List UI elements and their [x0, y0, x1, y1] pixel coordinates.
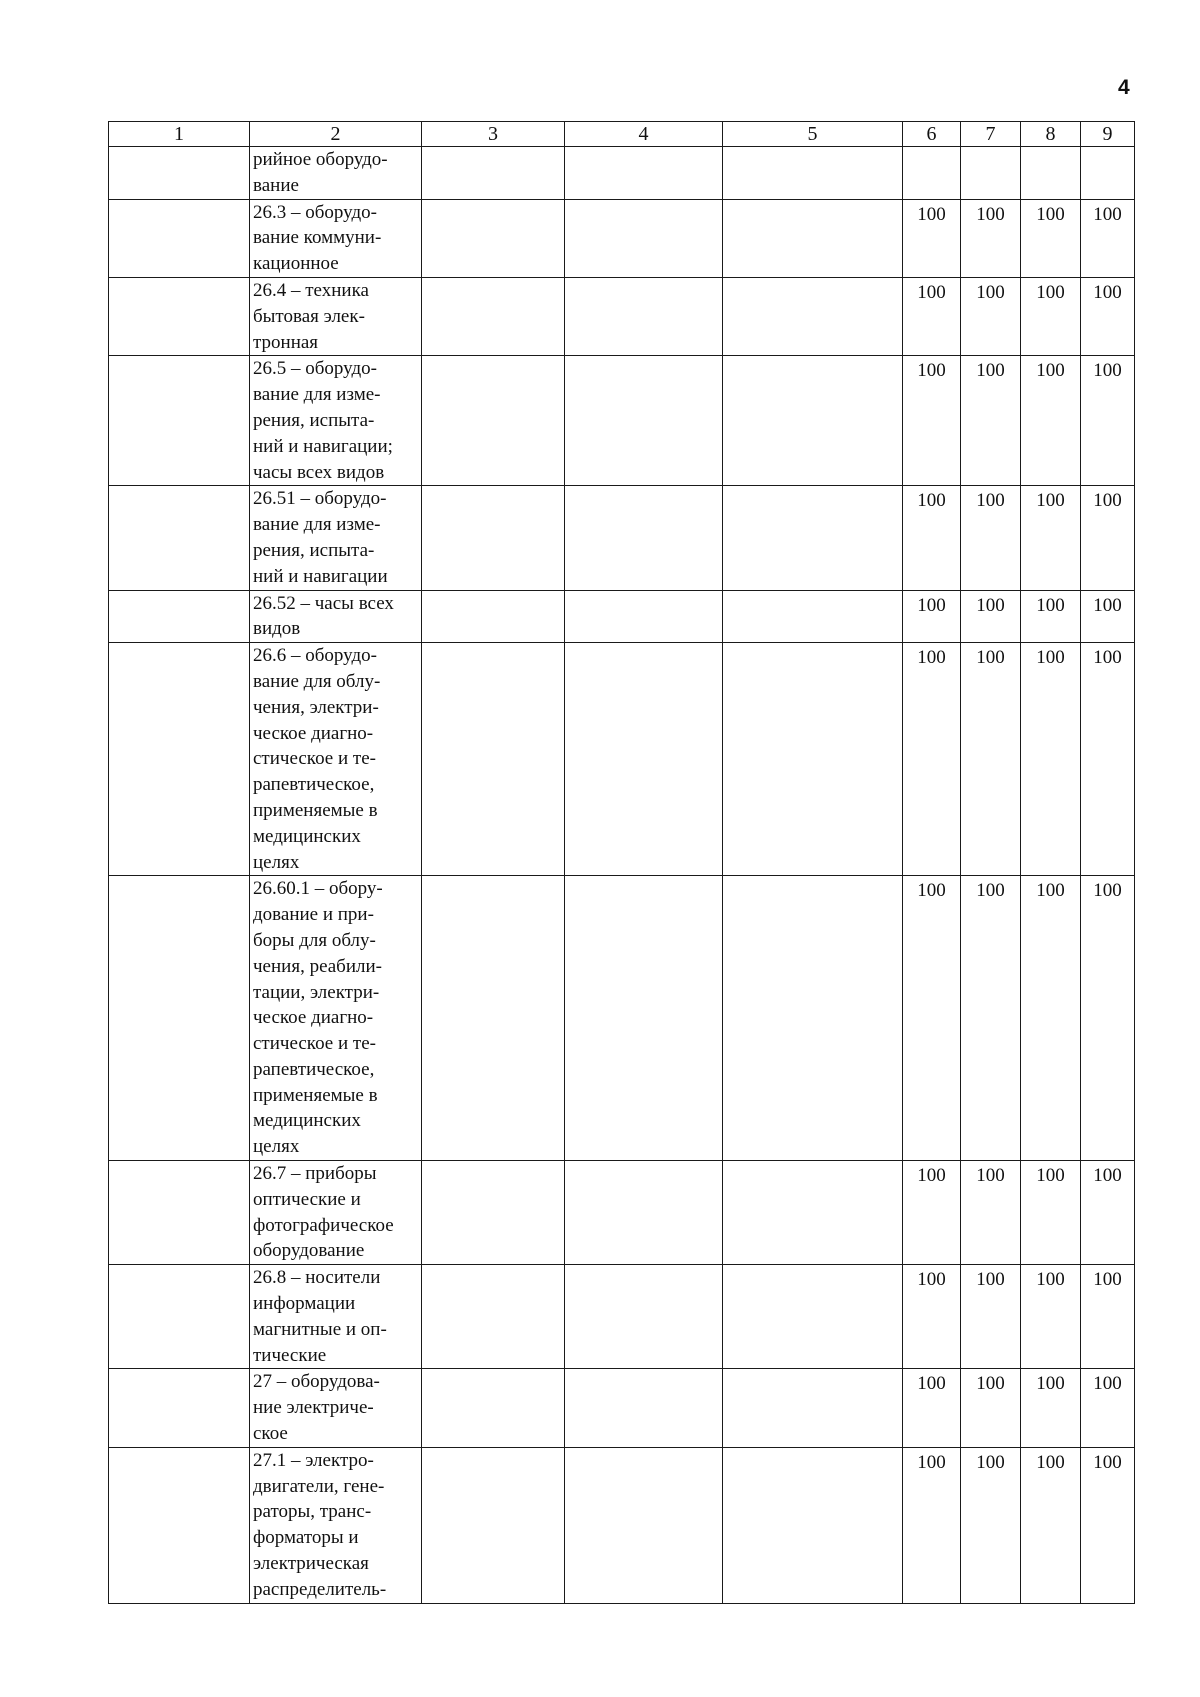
- column-header: 2: [250, 122, 422, 147]
- value-cell-col8: 100: [1021, 1265, 1081, 1369]
- cell-col3: [422, 1265, 565, 1369]
- cell-col4: [565, 356, 723, 486]
- cell-col3: [422, 1161, 565, 1265]
- item-name-line: ние электриче-: [253, 1397, 374, 1419]
- item-name-cell: [250, 277, 422, 355]
- value-cell-col6: 100: [903, 1369, 961, 1447]
- page-number: 4: [1118, 76, 1130, 99]
- item-name-line: бытовая элек-: [253, 305, 365, 327]
- cell-col1: [109, 356, 250, 486]
- item-name-line: рения, испыта-: [253, 539, 375, 561]
- value-cell-col9: 100: [1081, 1369, 1135, 1447]
- column-header: 3: [422, 122, 565, 147]
- item-name-cell: [250, 643, 422, 876]
- value-cell-col9: 100: [1081, 643, 1135, 876]
- value-cell-col6: 100: [903, 199, 961, 277]
- item-name-line: тации, электри-: [253, 981, 380, 1003]
- value-cell-col6: 100: [903, 590, 961, 643]
- table-row: [109, 590, 1135, 643]
- cell-col4: [565, 147, 723, 200]
- item-name-line: применяемые в: [253, 799, 378, 821]
- value-cell-col9: 100: [1081, 1447, 1135, 1603]
- item-name-line: целях: [253, 1136, 300, 1158]
- value-cell-col8: 100: [1021, 590, 1081, 643]
- item-name-line: рения, испыта-: [253, 409, 375, 431]
- item-name-line: часы всех видов: [253, 461, 385, 483]
- cell-col1: [109, 1265, 250, 1369]
- item-name-cell: [250, 486, 422, 590]
- value-cell-col9: 100: [1081, 277, 1135, 355]
- item-name-line: 27.1 – электро-: [253, 1449, 374, 1471]
- value-cell-col8: 100: [1021, 1369, 1081, 1447]
- column-header: 4: [565, 122, 723, 147]
- item-name-line: ческое диагно-: [253, 722, 374, 744]
- cell-col4: [565, 1265, 723, 1369]
- item-name-line: вание: [253, 174, 299, 196]
- item-name-line: двигатели, гене-: [253, 1475, 385, 1497]
- column-header: 1: [109, 122, 250, 147]
- value-cell-col8: 100: [1021, 643, 1081, 876]
- cell-col1: [109, 1161, 250, 1265]
- cell-col1: [109, 1369, 250, 1447]
- item-name-line: дование и при-: [253, 904, 374, 926]
- item-name-line: вание для изме-: [253, 384, 381, 406]
- cell-col1: [109, 486, 250, 590]
- item-name-line: распределитель-: [253, 1578, 387, 1600]
- item-name-line: видов: [253, 618, 301, 640]
- value-cell-col9: 100: [1081, 1161, 1135, 1265]
- value-cell-col9: 100: [1081, 356, 1135, 486]
- cell-col4: [565, 1369, 723, 1447]
- cell-col5: [723, 1161, 903, 1265]
- item-name-line: рапевтическое,: [253, 1058, 375, 1080]
- value-cell-col9: [1081, 147, 1135, 200]
- cell-col3: [422, 643, 565, 876]
- cell-col4: [565, 199, 723, 277]
- column-header: 7: [961, 122, 1021, 147]
- item-name-line: форматоры и: [253, 1527, 359, 1549]
- column-header: 8: [1021, 122, 1081, 147]
- table-row: [109, 356, 1135, 486]
- cell-col5: [723, 1447, 903, 1603]
- value-cell-col6: 100: [903, 1265, 961, 1369]
- item-name-line: вание коммуни-: [253, 227, 382, 249]
- item-name-line: рапевтическое,: [253, 774, 375, 796]
- table-row: [109, 876, 1135, 1161]
- item-name-line: 26.6 – оборудо-: [253, 645, 377, 667]
- item-name-cell: [250, 356, 422, 486]
- value-cell-col7: 100: [961, 643, 1021, 876]
- item-name-line: 26.51 – оборудо-: [253, 488, 387, 510]
- value-cell-col6: 100: [903, 876, 961, 1161]
- item-name-line: оборудование: [253, 1240, 365, 1262]
- table-row: [109, 1161, 1135, 1265]
- value-cell-col7: 100: [961, 1161, 1021, 1265]
- cell-col4: [565, 590, 723, 643]
- value-cell-col8: 100: [1021, 1447, 1081, 1603]
- item-name-line: оптические и: [253, 1188, 361, 1210]
- column-header: 6: [903, 122, 961, 147]
- value-cell-col6: 100: [903, 356, 961, 486]
- item-name-line: вание для облу-: [253, 670, 381, 692]
- item-name-line: чения, реабили-: [253, 955, 382, 977]
- item-name-cell: [250, 1369, 422, 1447]
- value-cell-col9: 100: [1081, 1265, 1135, 1369]
- value-cell-col7: [961, 147, 1021, 200]
- value-cell-col7: 100: [961, 356, 1021, 486]
- item-name-line: фотографическое: [253, 1214, 394, 1236]
- table-row: [109, 147, 1135, 200]
- value-cell-col7: 100: [961, 1447, 1021, 1603]
- cell-col3: [422, 876, 565, 1161]
- table-row: [109, 277, 1135, 355]
- item-name-cell: [250, 876, 422, 1161]
- value-cell-col6: [903, 147, 961, 200]
- value-cell-col7: 100: [961, 590, 1021, 643]
- item-name-line: 26.3 – оборудо-: [253, 201, 377, 223]
- item-name-cell: [250, 590, 422, 643]
- cell-col3: [422, 277, 565, 355]
- item-name-line: ний и навигации: [253, 565, 388, 587]
- item-name-line: 27 – оборудова-: [253, 1371, 380, 1393]
- table-row: [109, 1447, 1135, 1603]
- cell-col5: [723, 147, 903, 200]
- cell-col1: [109, 147, 250, 200]
- value-cell-col7: 100: [961, 199, 1021, 277]
- value-cell-col7: 100: [961, 486, 1021, 590]
- item-name-line: кационное: [253, 253, 339, 275]
- value-cell-col9: 100: [1081, 486, 1135, 590]
- cell-col4: [565, 486, 723, 590]
- item-name-line: целях: [253, 851, 300, 873]
- item-name-cell: [250, 147, 422, 200]
- cell-col5: [723, 876, 903, 1161]
- value-cell-col6: 100: [903, 1447, 961, 1603]
- item-name-cell: [250, 199, 422, 277]
- item-name-line: тронная: [253, 331, 319, 353]
- item-name-line: стическое и те-: [253, 1033, 376, 1055]
- cell-col1: [109, 876, 250, 1161]
- cell-col3: [422, 199, 565, 277]
- item-name-line: ское: [253, 1423, 288, 1445]
- item-name-line: информации: [253, 1293, 356, 1315]
- table-row: [109, 1265, 1135, 1369]
- value-cell-col7: 100: [961, 876, 1021, 1161]
- cell-col5: [723, 486, 903, 590]
- table-row: [109, 486, 1135, 590]
- item-name-line: боры для облу-: [253, 929, 376, 951]
- value-cell-col6: 100: [903, 277, 961, 355]
- cell-col4: [565, 643, 723, 876]
- value-cell-col9: 100: [1081, 876, 1135, 1161]
- cell-col1: [109, 277, 250, 355]
- item-name-line: тические: [253, 1344, 327, 1366]
- item-name-line: 26.8 – носители: [253, 1267, 381, 1289]
- cell-col1: [109, 1447, 250, 1603]
- item-name-line: медицинских: [253, 1110, 361, 1132]
- cell-col4: [565, 277, 723, 355]
- value-cell-col9: 100: [1081, 199, 1135, 277]
- value-cell-col6: 100: [903, 1161, 961, 1265]
- cell-col3: [422, 1447, 565, 1603]
- value-cell-col8: 100: [1021, 876, 1081, 1161]
- table-header-row: [109, 122, 1135, 147]
- value-cell-col7: 100: [961, 1369, 1021, 1447]
- cell-col3: [422, 1369, 565, 1447]
- value-cell-col8: [1021, 147, 1081, 200]
- value-cell-col7: 100: [961, 1265, 1021, 1369]
- item-name-cell: [250, 1265, 422, 1369]
- cell-col5: [723, 590, 903, 643]
- item-name-line: раторы, транс-: [253, 1501, 372, 1523]
- item-name-line: рийное оборудо-: [253, 149, 388, 170]
- item-name-line: чения, электри-: [253, 696, 379, 718]
- item-name-line: 26.5 – оборудо-: [253, 358, 377, 380]
- cell-col1: [109, 590, 250, 643]
- cell-col4: [565, 1161, 723, 1265]
- item-name-line: 26.60.1 – обору-: [253, 878, 383, 900]
- cell-col1: [109, 643, 250, 876]
- value-cell-col8: 100: [1021, 356, 1081, 486]
- value-cell-col6: 100: [903, 486, 961, 590]
- value-cell-col7: 100: [961, 277, 1021, 355]
- data-table: [108, 121, 1135, 1604]
- item-name-cell: [250, 1447, 422, 1603]
- table-row: [109, 1369, 1135, 1447]
- value-cell-col6: 100: [903, 643, 961, 876]
- item-name-line: магнитные и оп-: [253, 1318, 387, 1340]
- cell-col5: [723, 356, 903, 486]
- value-cell-col8: 100: [1021, 1161, 1081, 1265]
- item-name-line: 26.52 – часы всех: [253, 592, 394, 614]
- item-name-line: ческое диагно-: [253, 1007, 374, 1029]
- column-header: 5: [723, 122, 903, 147]
- table-row: [109, 199, 1135, 277]
- cell-col5: [723, 643, 903, 876]
- cell-col5: [723, 277, 903, 355]
- item-name-line: стическое и те-: [253, 748, 376, 770]
- cell-col1: [109, 199, 250, 277]
- item-name-line: применяемые в: [253, 1084, 378, 1106]
- value-cell-col8: 100: [1021, 486, 1081, 590]
- item-name-line: медицинских: [253, 825, 361, 847]
- cell-col3: [422, 486, 565, 590]
- item-name-line: ний и навигации;: [253, 435, 393, 457]
- value-cell-col8: 100: [1021, 277, 1081, 355]
- item-name-line: вание для изме-: [253, 514, 381, 536]
- cell-col4: [565, 1447, 723, 1603]
- cell-col3: [422, 147, 565, 200]
- cell-col3: [422, 590, 565, 643]
- cell-col3: [422, 356, 565, 486]
- item-name-line: 26.4 – техника: [253, 279, 369, 301]
- value-cell-col8: 100: [1021, 199, 1081, 277]
- table-row: [109, 643, 1135, 876]
- cell-col5: [723, 1369, 903, 1447]
- cell-col5: [723, 199, 903, 277]
- item-name-cell: [250, 1161, 422, 1265]
- item-name-line: электрическая: [253, 1553, 369, 1575]
- column-header: 9: [1081, 122, 1135, 147]
- item-name-line: 26.7 – приборы: [253, 1163, 377, 1185]
- cell-col4: [565, 876, 723, 1161]
- value-cell-col9: 100: [1081, 590, 1135, 643]
- cell-col5: [723, 1265, 903, 1369]
